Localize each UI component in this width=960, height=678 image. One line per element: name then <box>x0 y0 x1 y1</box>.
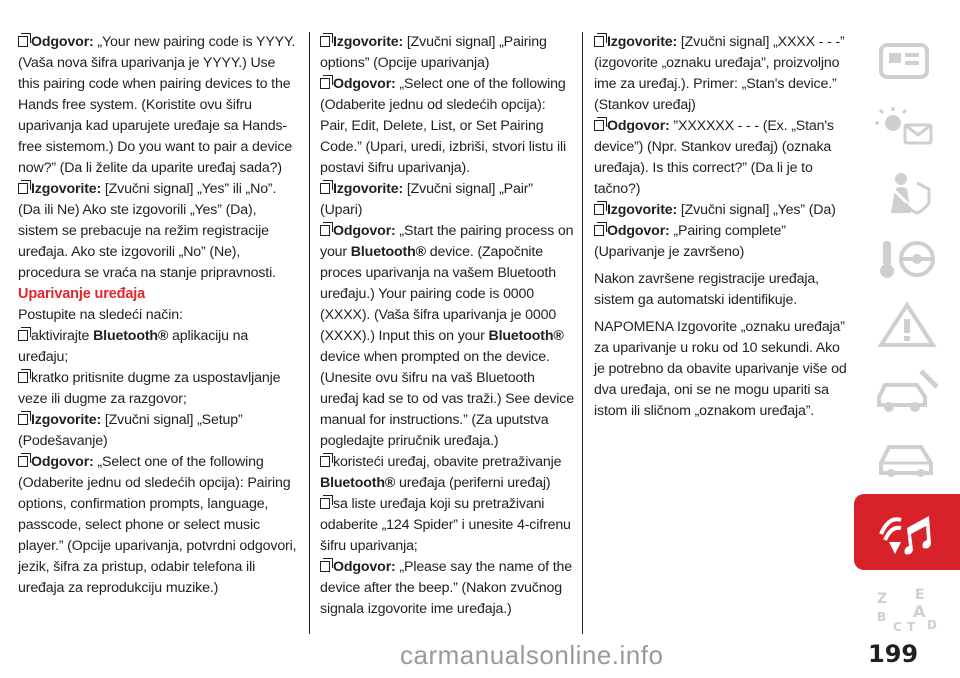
tab-index[interactable] <box>854 578 960 640</box>
section-heading: Uparivanje uređaja <box>18 286 146 302</box>
bullet-icon <box>594 120 604 131</box>
car-info-icon <box>871 37 943 85</box>
tab-servicing[interactable] <box>854 362 960 420</box>
bullet-icon <box>320 561 330 572</box>
list-item: Odgovor: „Select one of the following (Odaberite jednu od sledećih opcija): Pair, Edit, Delete, List, or Set Pairing Code.” (Upari, uredi, izbriši, stvori listu ili postavi šifru uparivanja). <box>320 76 567 176</box>
list-item: Izgovorite: [Zvučni signal] „XXXX - - -” (izgovorite „oznaku uređaja”, proizvoljno ime za uređaj.). Primer: „Stan's device.” (Stankov uređaj) <box>594 34 845 113</box>
list-item: Odgovor: „Please say the name of the device after the beep.” (Nakon zvučnog signala izgovorite ime uređaja.) <box>320 559 573 617</box>
bullet-icon <box>320 456 330 467</box>
road-triangle-icon <box>871 301 943 349</box>
tab-emergency[interactable] <box>854 296 960 354</box>
svg-text:A: A <box>913 602 926 621</box>
list-item: Odgovor: „Select one of the following (Odaberite jednu od sledećih opcija): Pairing options, confirmation prompts, language, passcode, select phone or select music player.” (Opcije uparivanja, potvrdni odgovori, jezik, šifra za pristup, odabir telefona ili uređaja za reprodukciju muzike.) <box>18 454 297 596</box>
bullet-icon <box>18 330 28 341</box>
bullet-icon <box>320 183 330 194</box>
svg-text:B: B <box>877 610 887 624</box>
tab-warning-lights[interactable] <box>854 98 960 156</box>
list-item: Odgovor: „Pairing complete” (Uparivanje je završeno) <box>594 223 786 260</box>
key-steering-icon <box>871 235 943 283</box>
list-item: Izgovorite: [Zvučni signal] „Pair” (Upari) <box>320 181 533 218</box>
svg-text:C: C <box>893 620 902 633</box>
page-number: 199 <box>868 640 919 668</box>
bullet-icon <box>18 456 28 467</box>
bullet-icon <box>320 78 330 89</box>
column-divider <box>582 32 583 634</box>
list-item: sa liste uređaja koji su pretraživani odaberite „124 Spider” i unesite 4-cifrenu šifru uparivanja; <box>320 496 571 554</box>
column-middle <box>320 32 574 620</box>
list-item: kratko pritisnite dugme za uspostavljanje veze ili dugme za razgovor; <box>18 370 281 407</box>
bullet-icon <box>320 36 330 47</box>
warning-lights-icon <box>871 103 943 151</box>
note-paragraph: NAPOMENA Izgovorite „oznaku uređaja” za uparivanje u roku od 10 sekundi. Ako je potrebno da obavite uparivanje više od dva uređaja, oni se ne mogu upariti sa istom ili sličnom „oznakom uređaja”. <box>594 319 847 419</box>
watermark: carmanualsonline.info <box>400 640 664 670</box>
tab-car-info[interactable] <box>854 32 960 90</box>
svg-text:T: T <box>907 620 916 633</box>
svg-text:Z: Z <box>877 591 888 607</box>
list-item: Izgovorite: [Zvučni signal] „Setup” (Podešavanje) <box>18 412 243 449</box>
car-maintenance-icon <box>871 433 943 481</box>
bullet-icon <box>594 204 604 215</box>
tab-multimedia[interactable] <box>854 494 960 570</box>
bullet-icon <box>18 36 28 47</box>
svg-text:E: E <box>915 587 925 603</box>
car-wrench-icon <box>871 367 943 415</box>
list-item: Izgovorite: [Zvučni signal] „Yes” (Da) <box>594 200 852 221</box>
svg-text:D: D <box>927 618 937 632</box>
column-divider <box>309 32 310 634</box>
intro-text: Postupite na sledeći način: <box>18 307 183 323</box>
paragraph: Nakon završene registracije uređaja, sistem ga automatski identifikuje. <box>594 271 819 308</box>
paragraph: Izgovorite: [Zvučni signal] „Yes” ili „No”. (Da ili Ne) Ako ste izgovorili „Yes” (Da), sistem se prebacuje na režim registracije uređaja. Ako ste izgovorili „No” (Ne), procedura se vraća na stanje pripravnosti. <box>18 181 277 281</box>
list-item: Izgovorite: [Zvučni signal] „Pairing options” (Opcije uparivanja) <box>320 34 547 71</box>
list-item: Odgovor: ”XXXXXX - - - (Ex. „Stan's device”) (Npr. Stankov uređaj) (oznaka uređaja). Is this correct?” (Da li je to tačno?) <box>594 118 834 197</box>
bullet-icon <box>18 372 28 383</box>
multimedia-icon <box>871 502 943 562</box>
bullet-icon <box>594 36 604 47</box>
column-left <box>18 32 300 599</box>
list-item: koristeći uređaj, obavite pretraživanje Bluetooth® uređaja (periferni uređaj) <box>320 454 562 491</box>
bullet-icon <box>320 498 330 509</box>
tab-safety[interactable] <box>854 164 960 222</box>
bullet-icon <box>18 183 28 194</box>
bullet-icon <box>594 225 604 236</box>
index-icon <box>871 585 943 633</box>
tab-technical[interactable] <box>854 428 960 486</box>
bullet-icon <box>320 225 330 236</box>
seatbelt-safety-icon <box>871 169 943 217</box>
tab-starting[interactable] <box>854 230 960 288</box>
list-item: aktivirajte Bluetooth® aplikaciju na uređaju; <box>18 328 249 365</box>
column-right <box>594 32 852 422</box>
paragraph: Odgovor: „Your new pairing code is YYYY. (Vaša nova šifra uparivanja je YYYY.) Use this pairing code when pairing devices to the Hands free system. (Koristite ovu šifru uparivanja kad uparujete uređaje sa Hands-free sistemom.) Do you want to pair a device now?” (Da li želite da uparite uređaj sada?) <box>18 34 296 176</box>
bullet-icon <box>18 414 28 425</box>
list-item: Odgovor: „Start the pairing process on your Bluetooth® device. (Započnite proces uparivanja na vašem Bluetooth uređaju.) Your pairing code is 0000 (XXXX). (Vaša šifra uparivanja je 0000 (XXXX).) Input this on your Bluetooth® device when prompted on the device. (Unesite ovu šifru na vaš Bluetooth uređaj kad se to od vas traži.) See device manual for instructions.” (Za uputstva pogledajte priručnik uređaja.) <box>320 223 574 449</box>
